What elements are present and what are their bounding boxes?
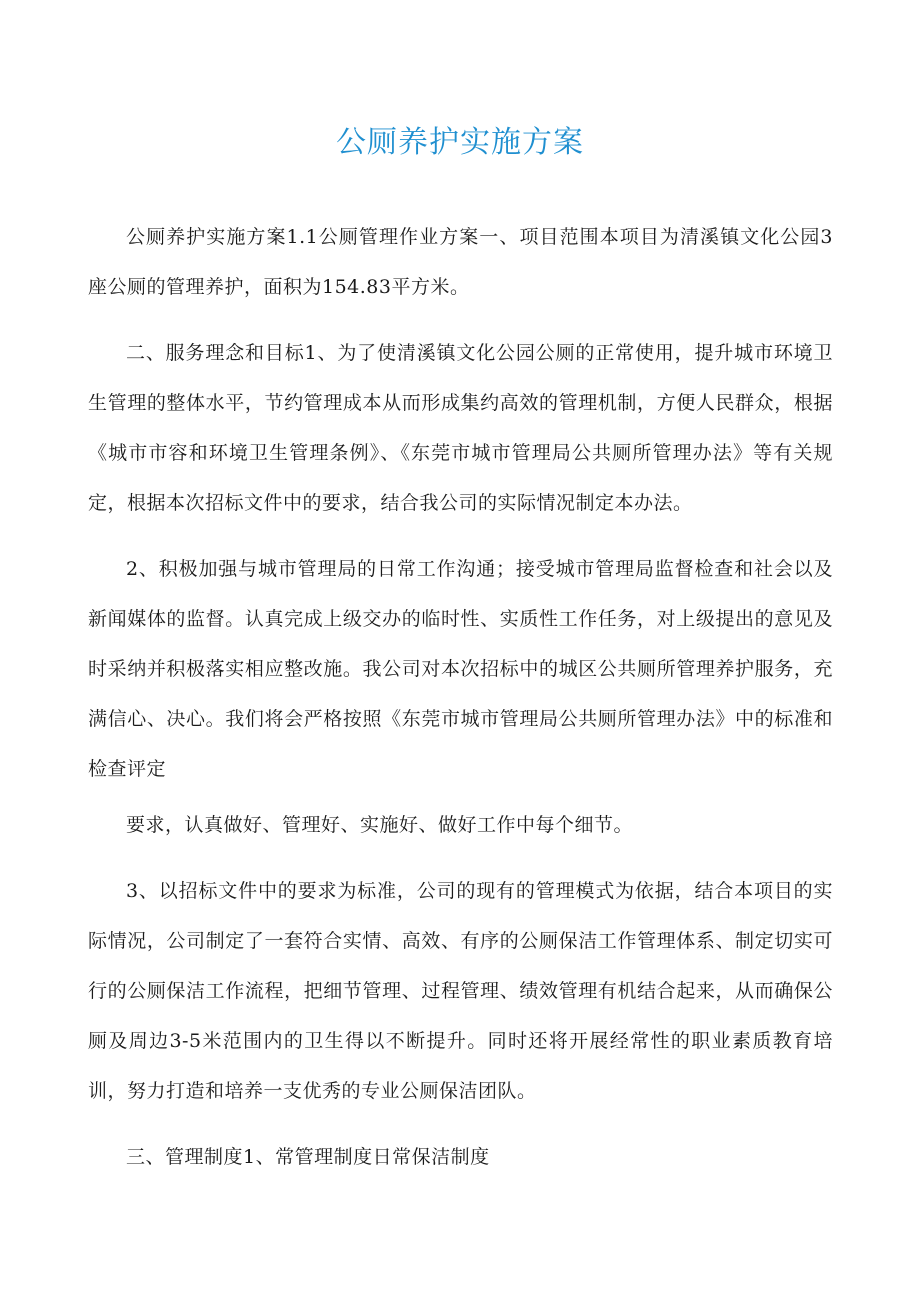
paragraph-service-goals: 二、服务理念和目标1、为了使清溪镇文化公园公厕的正常使用，提升城市环境卫生管理的整体水平，节约管理成本从而形成集约高效的管理机制，方便人民群众，根据《城市市容和环境卫生管理条例》、《东莞市城市管理局公共厕所管理办法》等有关规定，根据本次招标文件中的要求，结合我公司的实际情况制定本办法。 [88, 342, 833, 514]
document-title: 公厕养护实施方案 [336, 125, 584, 160]
paragraph-management-rules: 三、管理制度1、常管理制度日常保洁制度 [126, 1146, 490, 1168]
paragraph-communication: 2、积极加强与城市管理局的日常工作沟通；接受城市管理局监督检查和社会以及新闻媒体的监督。认真完成上级交办的临时性、实质性工作任务，对上级提出的意见及时采纳并积极落实相应整改施。我公司对本次招标中的城区公共厕所管理养护服务，充满信心、决心。我们将会严格按照《东莞市城市管理局公共厕所管理办法》中的标准和检查评定 [88, 558, 833, 780]
paragraph-project-scope: 公厕养护实施方案1.1公厕管理作业方案一、项目范围本项目为清溪镇文化公园3座公厕的管理养护，面积为154.83平方米。 [88, 226, 833, 298]
document-body [88, 212, 833, 1198]
paragraph-management-system: 3、以招标文件中的要求为标准，公司的现有的管理模式为依据，结合本项目的实际情况，公司制定了一套符合实情、高效、有序的公厕保洁工作管理体系、制定切实可行的公厕保洁工作流程，把细节管理、过程管理、绩效管理有机结合起来，从而确保公厕及周边3-5米范围内的卫生得以不断提升。同时还将开展经常性的职业素质教育培训，努力打造和培养一支优秀的专业公厕保洁团队。 [88, 880, 833, 1102]
paragraph-requirements: 要求，认真做好、管理好、实施好、做好工作中每个细节。 [126, 814, 634, 836]
